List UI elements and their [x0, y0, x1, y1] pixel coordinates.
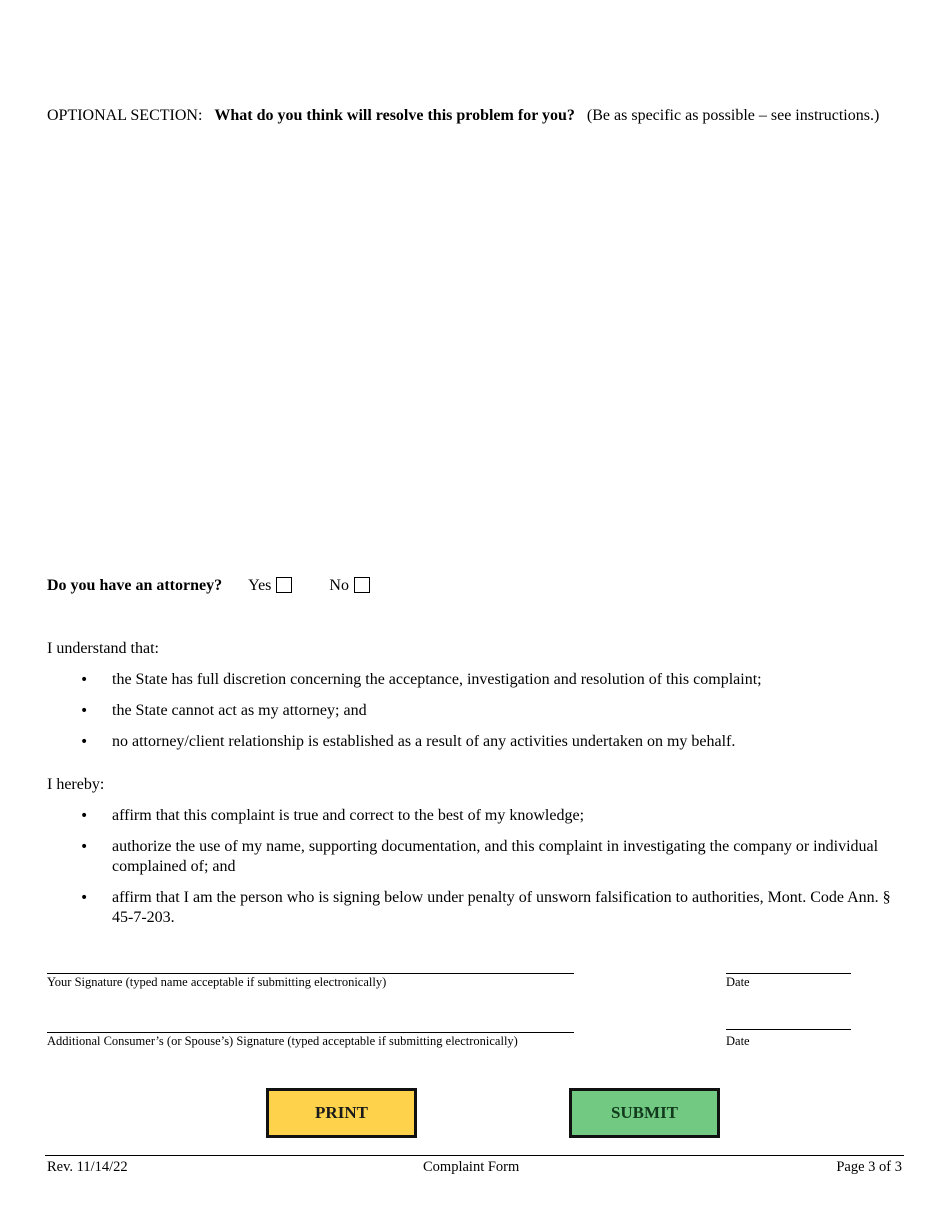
attorney-yes-label: Yes [248, 577, 272, 594]
understand-intro: I understand that: [47, 640, 159, 657]
footer-form-name: Complaint Form [423, 1159, 520, 1175]
additional-date-line[interactable] [726, 1029, 851, 1030]
attorney-no-label: No [329, 577, 349, 594]
hereby-intro: I hereby: [47, 776, 105, 793]
resolution-response-field[interactable] [47, 150, 902, 560]
signature-label: Your Signature (typed name acceptable if submitting electronically) [47, 975, 387, 989]
footer-page-number: Page 3 of 3 [836, 1159, 902, 1175]
submit-button[interactable]: SUBMIT [569, 1088, 720, 1138]
understand-list [80, 670, 900, 763]
additional-signature-label: Additional Consumer’s (or Spouse’s) Signature (typed acceptable if submitting electronically) [47, 1034, 518, 1048]
hereby-item: • authorize the use of my name, supporting documentation, and this complaint in investigating the company or individual complained of; and [80, 837, 900, 877]
attorney-question-row [47, 576, 370, 598]
optional-section-heading [47, 106, 897, 126]
understand-item: • the State cannot act as my attorney; and [80, 701, 900, 721]
print-button[interactable]: PRINT [266, 1088, 417, 1138]
hereby-item: • affirm that I am the person who is signing below under penalty of unsworn falsification to authorities, Mont. Code Ann. § 45-7-203. [80, 888, 900, 928]
signature-date-label: Date [726, 975, 750, 989]
attorney-yes-option [248, 577, 292, 594]
attorney-question: Do you have an attorney? [47, 577, 223, 594]
footer-revision: Rev. 11/14/22 [47, 1159, 128, 1175]
understand-item: • the State has full discretion concerning the acceptance, investigation and resolution of this complaint; [80, 670, 900, 690]
attorney-yes-checkbox[interactable] [276, 577, 292, 593]
understand-item: • no attorney/client relationship is established as a result of any activities undertaken on my behalf. [80, 732, 900, 752]
hereby-list [80, 806, 900, 939]
additional-date-label: Date [726, 1034, 750, 1048]
footer-divider [45, 1155, 904, 1156]
resolution-question: What do you think will resolve this problem for you? [214, 107, 575, 124]
resolution-note: (Be as specific as possible – see instructions.) [586, 107, 880, 124]
hereby-item: • affirm that this complaint is true and correct to the best of my knowledge; [80, 806, 900, 826]
attorney-no-checkbox[interactable] [354, 577, 370, 593]
attorney-no-option [329, 577, 370, 594]
optional-section-prefix: OPTIONAL SECTION: [47, 107, 203, 124]
